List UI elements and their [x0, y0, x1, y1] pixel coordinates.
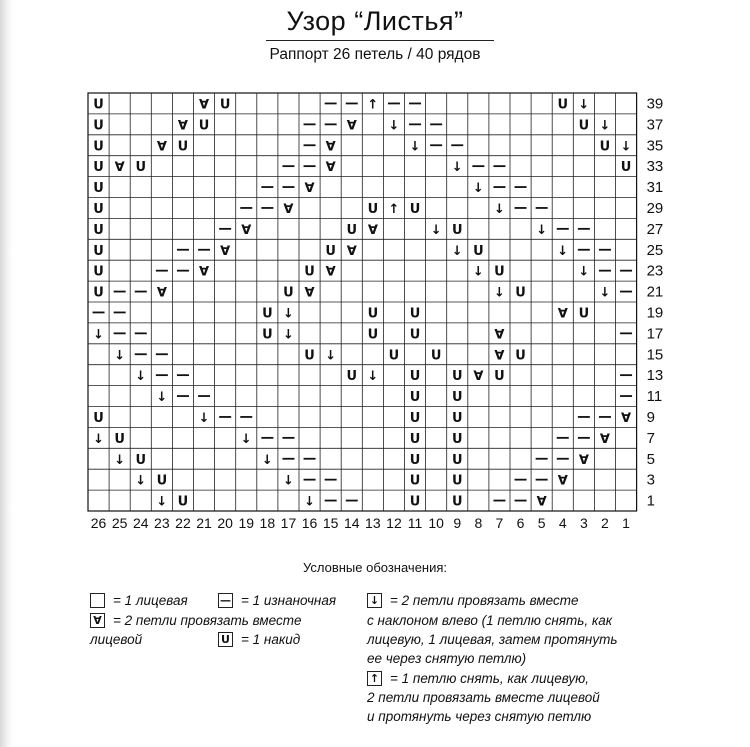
column-number: 24	[132, 515, 149, 531]
row-number: 31	[646, 179, 664, 197]
row-number: 33	[646, 158, 664, 176]
purl-legend-icon: —	[220, 594, 231, 607]
yo-mark: U	[473, 243, 484, 259]
column-number: 10	[428, 515, 444, 531]
legend-ssk-line4: ее через снятую петлю)	[367, 651, 527, 666]
yo-mark: U	[219, 97, 231, 113]
column-number: 25	[111, 515, 128, 531]
k2tog-mark: ∀	[557, 306, 568, 322]
page-subtitle: Раппорт 26 петель / 40 рядов	[269, 46, 481, 63]
column-number: 15	[322, 515, 339, 531]
column-number: 21	[196, 515, 212, 531]
yo-mark: U	[135, 452, 147, 468]
yo-mark: U	[93, 160, 104, 176]
sk2p-mark: ↑	[367, 97, 379, 113]
ssk-mark: ↓	[240, 431, 252, 447]
k2tog-mark: ∀	[599, 431, 610, 447]
k2tog-mark: ∀	[346, 243, 357, 259]
yo-mark: U	[451, 494, 463, 510]
column-number: 11	[407, 515, 423, 531]
row-number: 9	[646, 408, 655, 426]
yo-mark: U	[451, 222, 463, 238]
k2tog-mark: ∀	[220, 243, 231, 259]
ssk-mark: ↓	[282, 473, 294, 489]
k2tog-mark: ∀	[177, 118, 188, 134]
yo-mark: U	[409, 201, 421, 217]
yo-mark: U	[93, 181, 104, 197]
ssk-mark: ↓	[114, 452, 126, 468]
row-number: 21	[646, 283, 664, 301]
yo-mark: U	[451, 369, 463, 385]
k2tog-mark: ∀	[241, 222, 252, 238]
ssk-mark: ↓	[114, 348, 126, 364]
k2tog-mark: ∀	[199, 97, 210, 113]
yo-mark: U	[93, 201, 104, 217]
column-number: 18	[259, 515, 276, 531]
yo-mark: U	[304, 264, 315, 280]
yo-mark: U	[93, 97, 104, 113]
ssk-mark: ↓	[578, 97, 590, 113]
column-number: 17	[280, 515, 297, 531]
legend-knit: = 1 лицевая	[113, 593, 188, 608]
ssk-mark: ↓	[388, 118, 400, 134]
yo-mark: U	[494, 369, 505, 385]
legend-k2tog-line1: = 2 петли провязать вместе	[113, 613, 302, 628]
k2tog-mark: ∀	[367, 222, 378, 238]
column-number: 3	[579, 515, 588, 531]
k2tog-mark: ∀	[578, 452, 589, 468]
row-number: 29	[646, 199, 664, 217]
legend-ssk-line1: = 2 петли провязать вместе	[390, 593, 579, 608]
row-number: 17	[646, 325, 664, 343]
ssk-mark: ↓	[156, 390, 168, 406]
ssk-mark: ↓	[620, 139, 632, 155]
ssk-mark: ↓	[325, 348, 337, 364]
yo-mark: U	[388, 348, 400, 364]
legend-k2tog-line2: лицевой	[90, 632, 143, 647]
yo-mark: U	[93, 410, 104, 426]
row-number: 19	[646, 304, 664, 322]
column-number: 1	[622, 515, 630, 531]
yo-mark: U	[409, 390, 421, 406]
yo-mark: U	[325, 243, 336, 259]
legend-purl: = 1 изнаночная	[241, 593, 337, 608]
legend-ssk-line3: лицевую, 1 лицевая, затем протянуть	[367, 632, 618, 647]
k2tog-mark: ∀	[156, 285, 167, 301]
k2tog-mark: ∀	[325, 160, 336, 176]
column-number: 26	[90, 515, 107, 531]
row-number: 3	[646, 471, 655, 489]
ssk-mark: ↓	[493, 285, 505, 301]
yo-mark: U	[409, 306, 421, 322]
ssk-mark: ↓	[93, 431, 105, 447]
yo-mark: U	[409, 327, 421, 343]
row-number: 27	[646, 220, 664, 238]
sk2p-mark: ↑	[388, 201, 400, 217]
yo-mark: U	[451, 390, 463, 406]
ssk-mark: ↓	[451, 160, 463, 176]
ssk-mark: ↓	[557, 243, 569, 259]
yo-mark: U	[451, 452, 463, 468]
yo-mark: U	[304, 348, 315, 364]
yo-mark: U	[346, 222, 358, 238]
k2tog-mark: ∀	[156, 139, 167, 155]
k2tog-mark: ∀	[325, 264, 336, 280]
yo-mark: U	[557, 97, 569, 113]
legend-heading: Условные обозначения:	[302, 560, 448, 575]
k2tog-mark: ∀	[199, 264, 210, 280]
column-number: 22	[175, 515, 191, 531]
yo-mark: U	[515, 348, 526, 364]
yo-mark: U	[93, 264, 104, 280]
yo-mark: U	[409, 452, 421, 468]
column-number: 19	[238, 515, 255, 531]
yo-mark: U	[177, 139, 189, 155]
yo-mark: U	[367, 306, 379, 322]
yo-mark: U	[367, 201, 379, 217]
column-number: 23	[154, 515, 170, 531]
column-number: 9	[453, 515, 462, 531]
k2tog-legend-icon: ∀	[90, 613, 105, 628]
ssk-mark: ↓	[198, 410, 210, 426]
k2tog-mark: ∀	[494, 348, 505, 364]
yo-mark: U	[114, 431, 125, 447]
ssk-mark: ↓	[367, 369, 379, 385]
yo-mark: U	[515, 285, 526, 301]
row-number: 11	[646, 388, 663, 406]
yo-mark: U	[451, 473, 463, 489]
yo-mark: U	[599, 139, 611, 155]
yo-mark: U	[93, 222, 104, 238]
column-number: 2	[601, 515, 609, 531]
yo-mark: U	[494, 264, 505, 280]
row-number: 25	[646, 241, 664, 259]
ssk-legend-icon: ↓	[367, 593, 382, 608]
ssk-mark: ↓	[536, 222, 548, 238]
ssk-mark: ↓	[493, 201, 505, 217]
k2tog-mark: ∀	[557, 473, 568, 489]
ssk-mark: ↓	[409, 139, 421, 155]
column-number: 4	[558, 515, 567, 531]
row-number: 23	[646, 262, 664, 280]
row-number: 7	[646, 429, 655, 447]
yo-mark: U	[346, 369, 358, 385]
yo-mark: U	[451, 431, 463, 447]
column-number: 20	[217, 515, 233, 531]
row-number: 39	[646, 95, 664, 113]
yo-mark: U	[451, 410, 463, 426]
yo-mark: U	[93, 243, 104, 259]
row-number: 13	[646, 367, 664, 385]
ssk-mark: ↓	[578, 264, 590, 280]
k2tog-mark: ∀	[283, 201, 294, 217]
ssk-mark: ↓	[93, 327, 105, 343]
ssk-mark: ↓	[472, 181, 484, 197]
column-number: 6	[516, 515, 525, 531]
row-number: 37	[646, 116, 664, 134]
legend-sk2p-line3: и протянуть через снятую петлю	[367, 709, 592, 724]
yo-mark: U	[198, 118, 210, 134]
k2tog-mark: ∀	[325, 139, 336, 155]
legend-ssk-line2: с наклоном влево (1 петлю снять, как	[367, 613, 613, 628]
k2tog-mark: ∀	[304, 181, 315, 197]
row-number: 35	[646, 137, 664, 155]
row-number: 5	[646, 450, 655, 468]
k2tog-mark: ∀	[536, 494, 547, 510]
column-number: 7	[495, 515, 504, 531]
ssk-mark: ↓	[304, 494, 316, 510]
yo-mark: U	[430, 348, 442, 364]
yo-mark: U	[262, 327, 273, 343]
yo-mark: U	[262, 306, 273, 322]
ssk-mark: ↓	[599, 285, 611, 301]
k2tog-mark: ∀	[304, 285, 315, 301]
ssk-mark: ↓	[472, 264, 484, 280]
yo-mark: U	[409, 431, 421, 447]
k2tog-mark: ∀	[621, 410, 632, 426]
column-number: 5	[537, 515, 546, 531]
ssk-mark: ↓	[282, 327, 294, 343]
column-number: 16	[301, 515, 318, 531]
yo-mark: U	[93, 285, 104, 301]
yo-mark: U	[93, 118, 104, 134]
yo-mark: U	[156, 473, 168, 489]
yo-mark: U	[409, 369, 421, 385]
column-number: 13	[365, 515, 381, 531]
yarn-over-legend-icon: U	[218, 632, 233, 647]
yo-mark: U	[409, 410, 421, 426]
column-number: 14	[343, 515, 360, 531]
ssk-mark: ↓	[135, 369, 147, 385]
k2tog-mark: ∀	[473, 369, 484, 385]
legend-sk2p-line1: = 1 петлю снять, как лицевую,	[390, 671, 589, 686]
yo-mark: U	[578, 118, 590, 134]
yo-mark: U	[135, 160, 147, 176]
ssk-mark: ↓	[451, 243, 463, 259]
yo-mark: U	[283, 285, 294, 301]
ssk-mark: ↓	[156, 494, 168, 510]
yo-mark: U	[578, 306, 590, 322]
column-number: 12	[386, 515, 402, 531]
yo-mark: U	[409, 473, 421, 489]
ssk-mark: ↓	[282, 306, 294, 322]
k2tog-mark: ∀	[346, 118, 357, 134]
ssk-mark: ↓	[430, 222, 442, 238]
yo-mark: U	[177, 494, 189, 510]
row-number: 1	[646, 492, 655, 510]
yo-mark: U	[93, 139, 104, 155]
yo-mark: U	[367, 327, 379, 343]
k2tog-mark: ∀	[494, 327, 505, 343]
page-title: Узор “Листья”	[286, 6, 464, 36]
yo-mark: U	[620, 160, 632, 176]
column-number: 8	[474, 515, 483, 531]
ssk-mark: ↓	[135, 473, 147, 489]
ssk-mark: ↓	[599, 118, 611, 134]
sk2p-legend-icon: ↑	[367, 671, 382, 686]
legend-yarn-over: = 1 накид	[241, 632, 301, 647]
knit-legend-icon	[90, 593, 105, 608]
ssk-mark: ↓	[261, 452, 273, 468]
yo-mark: U	[409, 494, 421, 510]
row-number: 15	[646, 346, 664, 364]
legend-sk2p-line2: 2 петли провязать вместе лицевой	[367, 690, 600, 705]
k2tog-mark: ∀	[114, 160, 125, 176]
